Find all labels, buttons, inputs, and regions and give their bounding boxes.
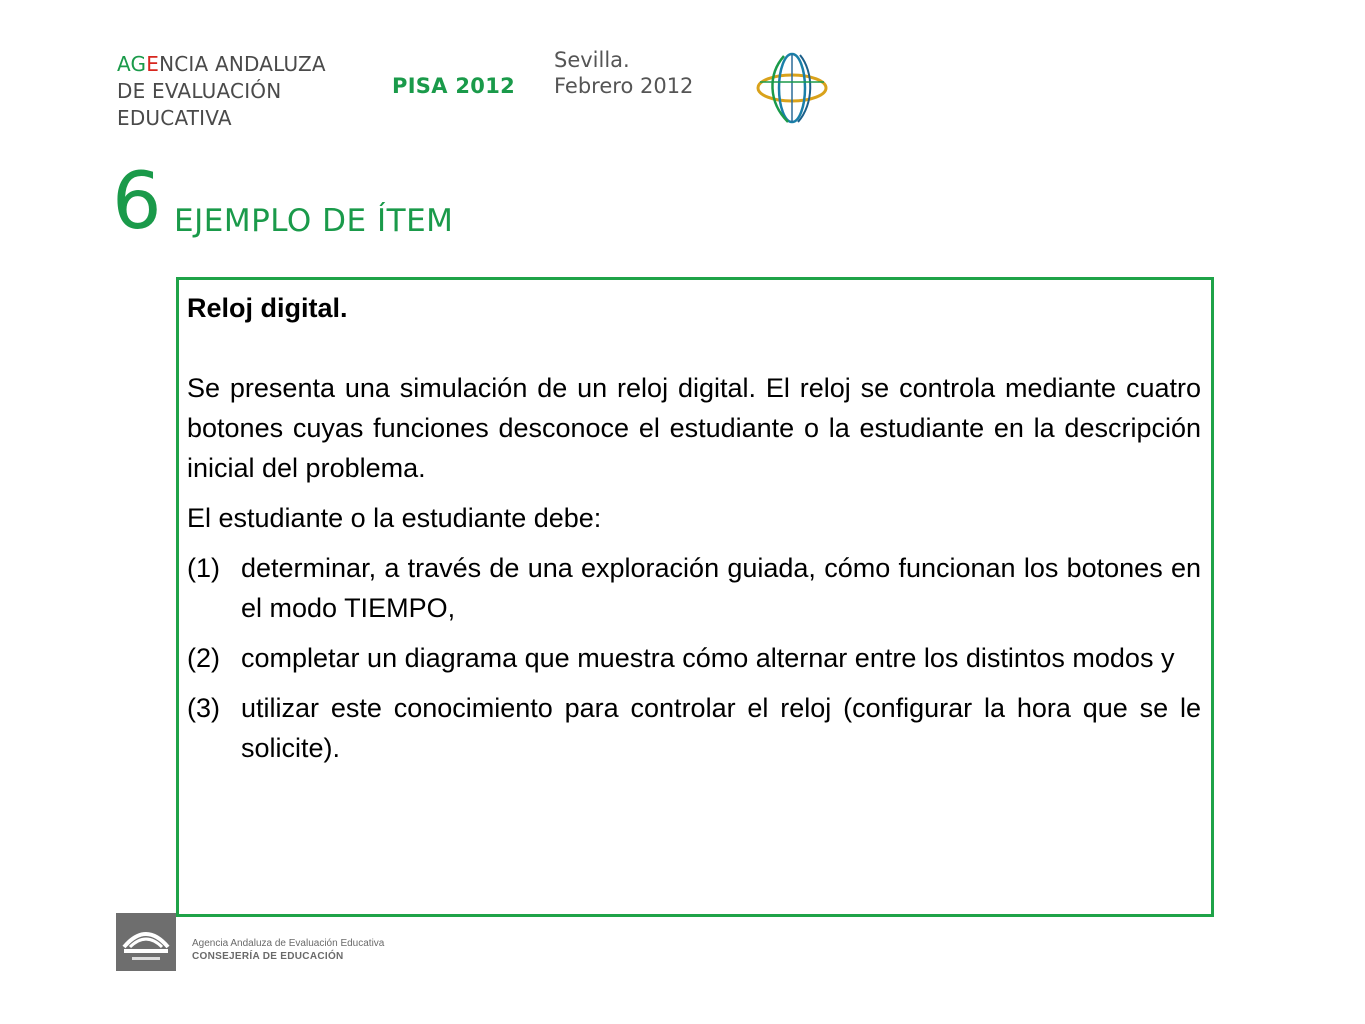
footer-agency: Agencia Andaluza de Evaluación Educativa bbox=[192, 938, 385, 949]
program-label: PISA 2012 bbox=[392, 74, 516, 98]
place-date-text: Febrero 2012 bbox=[554, 74, 694, 98]
list-item bbox=[187, 638, 1201, 678]
globe-icon bbox=[754, 52, 830, 124]
footer-text bbox=[192, 937, 384, 963]
list-item-number: (1) bbox=[187, 553, 220, 583]
list-item bbox=[187, 688, 1201, 768]
agency-name bbox=[117, 51, 326, 132]
item-description: Se presenta una simulación de un reloj digital. El reloj se controla mediante cuatro botones cuyas funciones desconoce el estudiante o la estudiante en la descripción inicial del problema. bbox=[187, 373, 1201, 483]
content-text bbox=[187, 288, 1201, 768]
list-item-text: determinar, a través de una exploración guiada, cómo funcionan los botones en el modo TIEMPO, bbox=[241, 553, 1201, 623]
item-title: Reloj digital. bbox=[187, 293, 348, 323]
section-title: EJEMPLO DE ÍTEM bbox=[174, 203, 454, 239]
agency-line-1: AGENCIA ANDALUZA bbox=[117, 52, 326, 76]
list-item bbox=[187, 548, 1201, 628]
list-item-number: (2) bbox=[187, 643, 220, 673]
junta-andalucia-logo bbox=[116, 913, 176, 971]
section-number: 6 bbox=[112, 157, 162, 247]
agency-line-3: EDUCATIVA bbox=[117, 106, 232, 130]
agency-line-2: DE EVALUACIÓN bbox=[117, 79, 282, 103]
item-intro: El estudiante o la estudiante debe: bbox=[187, 503, 602, 533]
list-item-text: utilizar este conocimiento para controlar el reloj (configurar la hora que se le solicite). bbox=[241, 693, 1201, 763]
place-city: Sevilla. bbox=[554, 48, 630, 72]
footer-department: CONSEJERÍA DE EDUCACIÓN bbox=[192, 951, 344, 962]
place-date bbox=[554, 47, 693, 99]
list-item-text: completar un diagrama que muestra cómo alternar entre los distintos modos y bbox=[241, 643, 1175, 673]
list-item-number: (3) bbox=[187, 693, 220, 723]
